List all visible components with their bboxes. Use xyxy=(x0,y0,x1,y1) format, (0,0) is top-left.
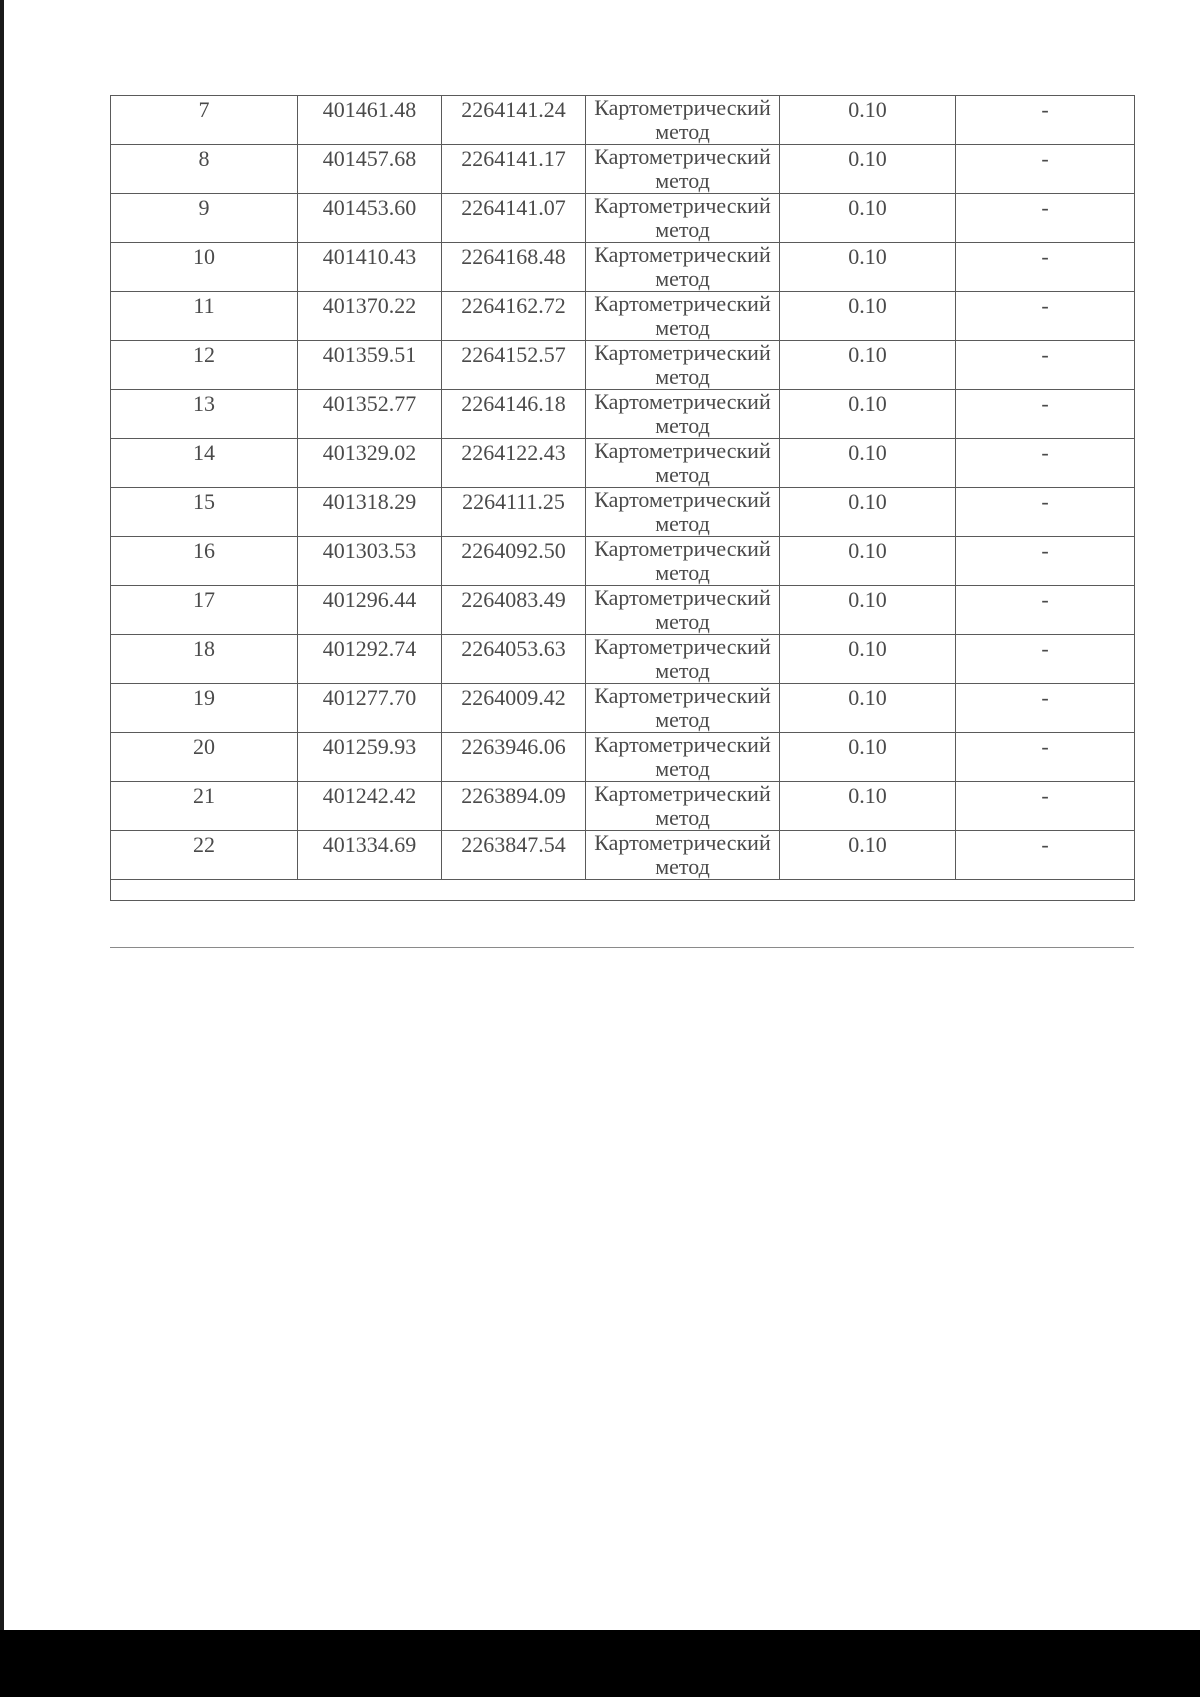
method-line-2: метод xyxy=(655,315,710,340)
method-cell xyxy=(586,243,780,292)
description-cell: - xyxy=(956,194,1135,243)
precision-cell: 0.10 xyxy=(780,341,956,390)
empty-footer-row xyxy=(111,880,1135,901)
precision-cell: 0.10 xyxy=(780,194,956,243)
y-coordinate-cell: 2264152.57 xyxy=(442,341,586,390)
description-cell: - xyxy=(956,243,1135,292)
method-line-1: Картометрический xyxy=(594,389,771,414)
x-coordinate-cell: 401359.51 xyxy=(298,341,442,390)
description-cell: - xyxy=(956,390,1135,439)
description-cell: - xyxy=(956,341,1135,390)
point-number-cell: 10 xyxy=(111,243,298,292)
description-cell: - xyxy=(956,733,1135,782)
precision-cell: 0.10 xyxy=(780,390,956,439)
point-number-cell: 22 xyxy=(111,831,298,880)
method-line-1: Картометрический xyxy=(594,781,771,806)
method-line-1: Картометрический xyxy=(594,193,771,218)
y-coordinate-cell: 2264162.72 xyxy=(442,292,586,341)
description-cell: - xyxy=(956,782,1135,831)
x-coordinate-cell: 401370.22 xyxy=(298,292,442,341)
precision-cell: 0.10 xyxy=(780,586,956,635)
table-row xyxy=(111,145,1135,194)
precision-cell: 0.10 xyxy=(780,439,956,488)
table-row xyxy=(111,782,1135,831)
y-coordinate-cell: 2263847.54 xyxy=(442,831,586,880)
x-coordinate-cell: 401318.29 xyxy=(298,488,442,537)
point-number-cell: 8 xyxy=(111,145,298,194)
method-cell xyxy=(586,831,780,880)
point-number-cell: 18 xyxy=(111,635,298,684)
method-cell xyxy=(586,586,780,635)
method-cell xyxy=(586,96,780,145)
x-coordinate-cell: 401292.74 xyxy=(298,635,442,684)
method-line-2: метод xyxy=(655,511,710,536)
method-line-2: метод xyxy=(655,413,710,438)
point-number-cell: 21 xyxy=(111,782,298,831)
precision-cell: 0.10 xyxy=(780,831,956,880)
point-number-cell: 7 xyxy=(111,96,298,145)
method-line-2: метод xyxy=(655,168,710,193)
method-line-1: Картометрический xyxy=(594,487,771,512)
y-coordinate-cell: 2264053.63 xyxy=(442,635,586,684)
precision-cell: 0.10 xyxy=(780,96,956,145)
y-coordinate-cell: 2264168.48 xyxy=(442,243,586,292)
x-coordinate-cell: 401461.48 xyxy=(298,96,442,145)
x-coordinate-cell: 401296.44 xyxy=(298,586,442,635)
method-cell xyxy=(586,684,780,733)
point-number-cell: 14 xyxy=(111,439,298,488)
description-cell: - xyxy=(956,439,1135,488)
method-line-1: Картометрический xyxy=(594,830,771,855)
coordinates-table xyxy=(110,95,1135,901)
table-row xyxy=(111,292,1135,341)
precision-cell: 0.10 xyxy=(780,537,956,586)
table-row xyxy=(111,243,1135,292)
method-line-2: метод xyxy=(655,119,710,144)
description-cell: - xyxy=(956,96,1135,145)
table-row xyxy=(111,341,1135,390)
method-line-2: метод xyxy=(655,707,710,732)
point-number-cell: 9 xyxy=(111,194,298,243)
precision-cell: 0.10 xyxy=(780,243,956,292)
table-row xyxy=(111,831,1135,880)
x-coordinate-cell: 401242.42 xyxy=(298,782,442,831)
scan-edge xyxy=(0,0,4,1630)
precision-cell: 0.10 xyxy=(780,635,956,684)
table-row xyxy=(111,733,1135,782)
table-row xyxy=(111,390,1135,439)
table-row xyxy=(111,439,1135,488)
method-line-2: метод xyxy=(655,609,710,634)
table-row xyxy=(111,96,1135,145)
method-line-2: метод xyxy=(655,756,710,781)
method-cell xyxy=(586,341,780,390)
method-line-2: метод xyxy=(655,462,710,487)
precision-cell: 0.10 xyxy=(780,684,956,733)
precision-cell: 0.10 xyxy=(780,782,956,831)
point-number-cell: 11 xyxy=(111,292,298,341)
method-cell xyxy=(586,537,780,586)
method-cell xyxy=(586,194,780,243)
method-line-1: Картометрический xyxy=(594,683,771,708)
y-coordinate-cell: 2263894.09 xyxy=(442,782,586,831)
method-cell xyxy=(586,145,780,194)
y-coordinate-cell: 2264141.24 xyxy=(442,96,586,145)
y-coordinate-cell: 2264092.50 xyxy=(442,537,586,586)
point-number-cell: 20 xyxy=(111,733,298,782)
method-line-1: Картометрический xyxy=(594,536,771,561)
method-line-2: метод xyxy=(655,217,710,242)
method-cell xyxy=(586,292,780,341)
point-number-cell: 13 xyxy=(111,390,298,439)
method-line-2: метод xyxy=(655,805,710,830)
table-row xyxy=(111,684,1135,733)
point-number-cell: 12 xyxy=(111,341,298,390)
method-line-1: Картометрический xyxy=(594,95,771,120)
y-coordinate-cell: 2264146.18 xyxy=(442,390,586,439)
method-line-1: Картометрический xyxy=(594,242,771,267)
method-line-2: метод xyxy=(655,854,710,879)
x-coordinate-cell: 401457.68 xyxy=(298,145,442,194)
method-line-2: метод xyxy=(655,658,710,683)
point-number-cell: 19 xyxy=(111,684,298,733)
x-coordinate-cell: 401410.43 xyxy=(298,243,442,292)
x-coordinate-cell: 401334.69 xyxy=(298,831,442,880)
precision-cell: 0.10 xyxy=(780,292,956,341)
point-number-cell: 17 xyxy=(111,586,298,635)
method-cell xyxy=(586,390,780,439)
table-row xyxy=(111,488,1135,537)
point-number-cell: 16 xyxy=(111,537,298,586)
description-cell: - xyxy=(956,488,1135,537)
method-line-1: Картометрический xyxy=(594,438,771,463)
table-row xyxy=(111,194,1135,243)
precision-cell: 0.10 xyxy=(780,145,956,194)
description-cell: - xyxy=(956,635,1135,684)
empty-footer-cell xyxy=(111,880,1135,901)
method-cell xyxy=(586,782,780,831)
method-line-1: Картометрический xyxy=(594,732,771,757)
method-cell xyxy=(586,488,780,537)
separator-line xyxy=(110,947,1134,948)
method-line-1: Картометрический xyxy=(594,291,771,316)
method-line-1: Картометрический xyxy=(594,634,771,659)
point-number-cell: 15 xyxy=(111,488,298,537)
table-row xyxy=(111,537,1135,586)
x-coordinate-cell: 401259.93 xyxy=(298,733,442,782)
precision-cell: 0.10 xyxy=(780,488,956,537)
y-coordinate-cell: 2264122.43 xyxy=(442,439,586,488)
table-row xyxy=(111,586,1135,635)
scan-bottom-border xyxy=(0,1630,1200,1697)
y-coordinate-cell: 2264111.25 xyxy=(442,488,586,537)
x-coordinate-cell: 401303.53 xyxy=(298,537,442,586)
x-coordinate-cell: 401453.60 xyxy=(298,194,442,243)
y-coordinate-cell: 2263946.06 xyxy=(442,733,586,782)
table-row xyxy=(111,635,1135,684)
description-cell: - xyxy=(956,537,1135,586)
description-cell: - xyxy=(956,586,1135,635)
method-line-2: метод xyxy=(655,560,710,585)
precision-cell: 0.10 xyxy=(780,733,956,782)
y-coordinate-cell: 2264141.17 xyxy=(442,145,586,194)
x-coordinate-cell: 401277.70 xyxy=(298,684,442,733)
description-cell: - xyxy=(956,684,1135,733)
method-line-1: Картометрический xyxy=(594,144,771,169)
description-cell: - xyxy=(956,292,1135,341)
method-line-2: метод xyxy=(655,266,710,291)
y-coordinate-cell: 2264009.42 xyxy=(442,684,586,733)
x-coordinate-cell: 401329.02 xyxy=(298,439,442,488)
method-cell xyxy=(586,439,780,488)
x-coordinate-cell: 401352.77 xyxy=(298,390,442,439)
method-line-2: метод xyxy=(655,364,710,389)
method-cell xyxy=(586,635,780,684)
method-line-1: Картометрический xyxy=(594,585,771,610)
description-cell: - xyxy=(956,831,1135,880)
method-cell xyxy=(586,733,780,782)
method-line-1: Картометрический xyxy=(594,340,771,365)
description-cell: - xyxy=(956,145,1135,194)
table-body xyxy=(111,96,1135,901)
y-coordinate-cell: 2264083.49 xyxy=(442,586,586,635)
y-coordinate-cell: 2264141.07 xyxy=(442,194,586,243)
